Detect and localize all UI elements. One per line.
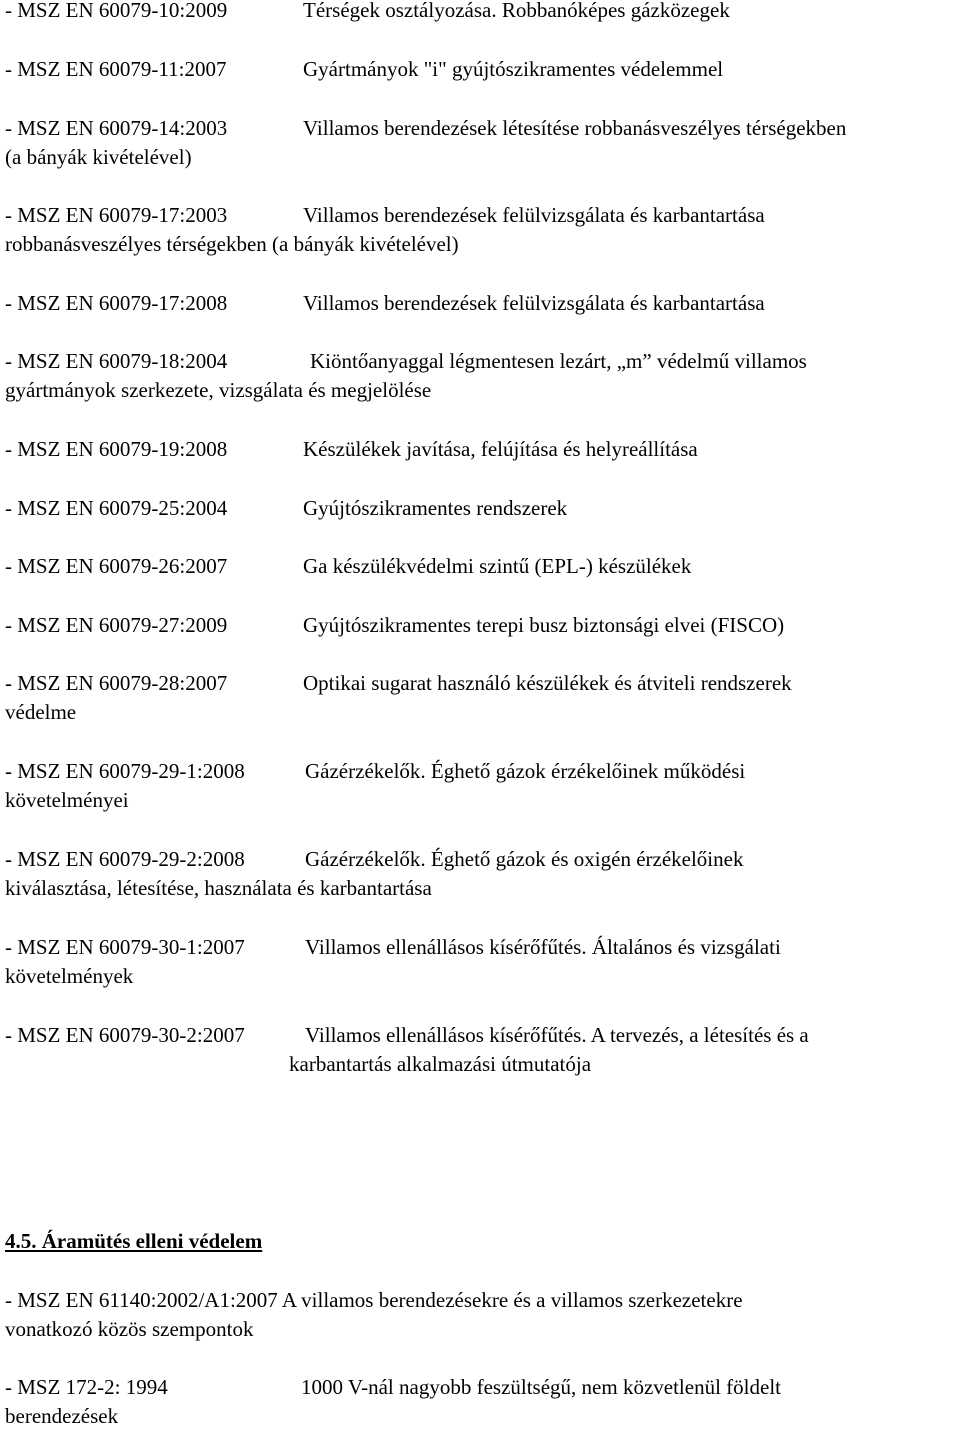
standard-entry <box>5 55 724 84</box>
standard-code: - MSZ 172-2: 1994 <box>5 1375 168 1399</box>
standard-entry: - MSZ EN 61140:2002/A1:2007 A villamos berendezésekre és a villamos szerkezetekre <box>5 1288 743 1312</box>
standard-description: Térségek osztályozása. Robbanóképes gázközegek <box>303 0 730 22</box>
section-heading: 4.5. Áramütés elleni védelem <box>5 1229 263 1253</box>
standard-entry <box>5 552 692 581</box>
standard-code: - MSZ EN 60079-18:2004 <box>5 349 228 373</box>
description-continuation: berendezések <box>5 1404 119 1428</box>
standard-code: - MSZ EN 60079-29-2:2008 <box>5 847 245 871</box>
description-continuation: gyártmányok szerkezete, vizsgálata és megjelölése <box>5 378 432 402</box>
standard-code: - MSZ EN 60079-26:2007 <box>5 554 228 578</box>
description-continuation: robbanásveszélyes térségekben (a bányák kivételével) <box>5 232 459 256</box>
standard-entry <box>5 845 744 874</box>
standard-entry <box>5 201 765 230</box>
standard-code: - MSZ EN 60079-28:2007 <box>5 671 228 695</box>
description-continuation: (a bányák kivételével) <box>5 145 192 169</box>
standard-description: Kiöntőanyaggal légmentesen lezárt, „m” védelmű villamos <box>310 349 807 373</box>
description-continuation: védelme <box>5 700 77 724</box>
standard-code: - MSZ EN 60079-17:2003 <box>5 203 228 227</box>
standard-description: 1000 V-nál nagyobb feszültségű, nem közvetlenül földelt <box>301 1375 781 1399</box>
standard-code: - MSZ EN 60079-14:2003 <box>5 116 228 140</box>
standard-code: - MSZ EN 60079-19:2008 <box>5 437 228 461</box>
standard-description: Gyártmányok "i" gyújtószikramentes védelemmel <box>303 57 724 81</box>
standard-description: Gázérzékelők. Éghető gázok és oxigén érzékelőinek <box>305 847 744 871</box>
description-continuation: vonatkozó közös szempontok <box>5 1317 254 1341</box>
standard-entry <box>5 435 698 464</box>
standard-entry <box>5 1373 781 1402</box>
description-continuation: követelményei <box>5 788 129 812</box>
standard-entry <box>5 289 765 318</box>
standard-description: Gyújtószikramentes terepi busz biztonsági elvei (FISCO) <box>303 613 785 637</box>
standard-description: Gázérzékelők. Éghető gázok érzékelőinek működési <box>305 759 746 783</box>
standard-entry <box>5 494 568 523</box>
standard-entry <box>5 0 730 25</box>
standard-description: Villamos berendezések felülvizsgálata és karbantartása <box>303 203 765 227</box>
description-continuation: karbantartás alkalmazási útmutatója <box>289 1052 592 1076</box>
standard-entry <box>5 347 807 376</box>
standard-description: Gyújtószikramentes rendszerek <box>303 496 568 520</box>
standard-description: Villamos ellenállásos kísérőfűtés. A tervezés, a létesítés és a <box>305 1023 809 1047</box>
standard-code: - MSZ EN 60079-25:2004 <box>5 496 228 520</box>
standard-description: Villamos berendezések létesítése robbanásveszélyes térségekben <box>303 116 847 140</box>
standard-entry <box>5 757 746 786</box>
standard-code: - MSZ EN 60079-17:2008 <box>5 291 228 315</box>
standard-entry <box>5 933 781 962</box>
description-continuation: kiválasztása, létesítése, használata és karbantartása <box>5 876 432 900</box>
standard-entry <box>5 669 792 698</box>
standard-code: - MSZ EN 60079-30-2:2007 <box>5 1023 245 1047</box>
standard-description: Villamos berendezések felülvizsgálata és karbantartása <box>303 291 765 315</box>
standard-entry <box>5 1021 809 1050</box>
standard-code: - MSZ EN 60079-30-1:2007 <box>5 935 245 959</box>
standard-code: - MSZ EN 60079-27:2009 <box>5 613 228 637</box>
standard-description: Villamos ellenállásos kísérőfűtés. Általános és vizsgálati <box>305 935 781 959</box>
standard-description: Ga készülékvédelmi szintű (EPL-) készülékek <box>303 554 692 578</box>
description-continuation: követelmények <box>5 964 134 988</box>
standard-description: Optikai sugarat használó készülékek és átviteli rendszerek <box>303 671 792 695</box>
standard-code: - MSZ EN 60079-29-1:2008 <box>5 759 245 783</box>
standard-description: Készülékek javítása, felújítása és helyreállítása <box>303 437 698 461</box>
standard-entry <box>5 611 785 640</box>
standard-code: - MSZ EN 60079-11:2007 <box>5 57 227 81</box>
standard-code: - MSZ EN 60079-10:2009 <box>5 0 228 22</box>
standard-entry <box>5 114 847 143</box>
